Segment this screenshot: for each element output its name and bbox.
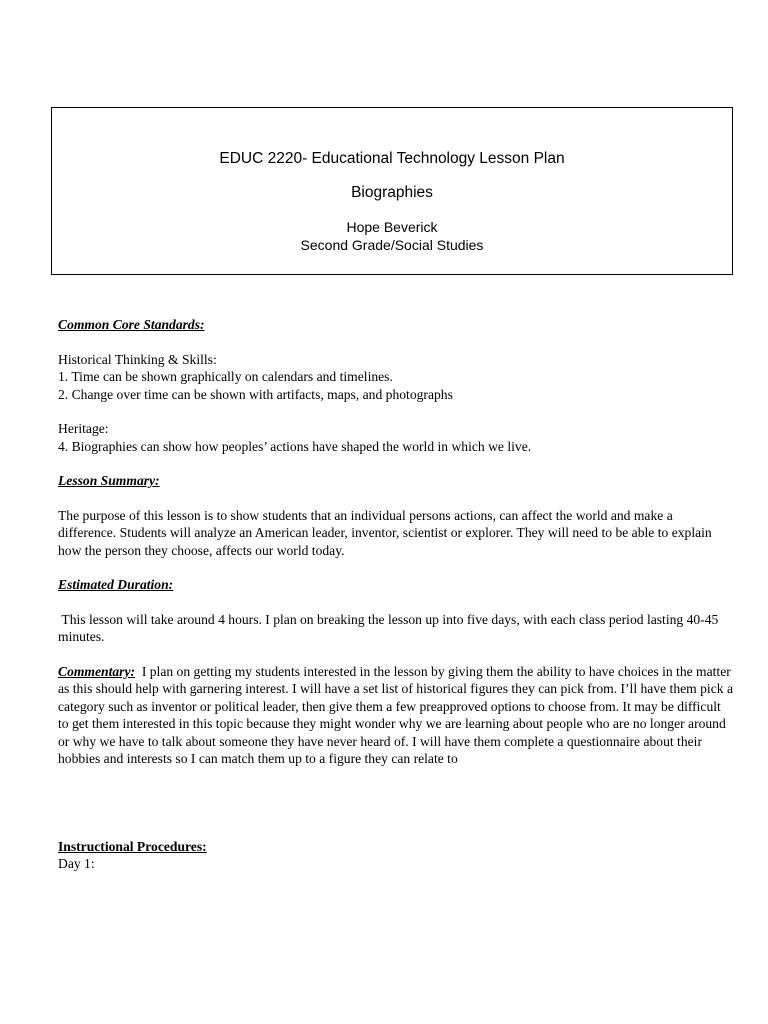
commentary-paragraph <box>58 663 737 768</box>
standards-item-2: 2. Change over time can be shown with artifacts, maps, and photographs <box>58 386 453 402</box>
standards-item-4: 4. Biographies can show how peoples’ actions have shaped the world in which we live. <box>58 438 532 454</box>
grade-subject: Second Grade/Social Studies <box>300 237 484 253</box>
standards-group1-label: Historical Thinking & Skills: <box>58 351 217 367</box>
document-body <box>58 316 737 873</box>
standards-group2-label: Heritage: <box>58 421 109 436</box>
standards-heading: Common Core Standards: <box>58 317 205 332</box>
title-box <box>51 107 733 275</box>
document-subtitle: Biographies <box>351 184 433 201</box>
document-title: EDUC 2220- Educational Technology Lesson Plan <box>219 150 565 167</box>
commentary-heading: Commentary: <box>58 663 136 679</box>
procedures-heading: Instructional Procedures: <box>58 838 207 854</box>
procedures-day-1: Day 1: <box>58 856 95 871</box>
author-name: Hope Beverick <box>346 219 438 235</box>
summary-text: The purpose of this lesson is to show students that an individual persons actions, can affect the world and make a difference. Students will analyze an American leader, inventor, scientist or explorer. They will need to be able to explain how the person they choose, affects our world today. <box>58 507 712 558</box>
standards-item-1: 1. Time can be shown graphically on calendars and timelines. <box>58 369 393 384</box>
summary-heading: Lesson Summary: <box>58 473 160 488</box>
duration-text: This lesson will take around 4 hours. I plan on breaking the lesson up into five days, with each class period lasting 40-45 minutes. <box>58 611 722 644</box>
duration-heading: Estimated Duration: <box>58 577 174 592</box>
commentary-text: I plan on getting my students interested in the lesson by giving them the ability to have choices in the matter as this should help with garnering interest. I will have a set list of historical figures they can pick from. I’ll have them pick a category such as inventor or political leader, then give them a few preapproved options to choose from. It may be difficult to get them interested in this topic because they might wonder why we are learning about people who are no longer around or why we have to talk about someone they have never heard of. I will have them complete a questionnaire about their hobbies and interests so I can match them up to a figure they can relate to <box>58 663 737 766</box>
